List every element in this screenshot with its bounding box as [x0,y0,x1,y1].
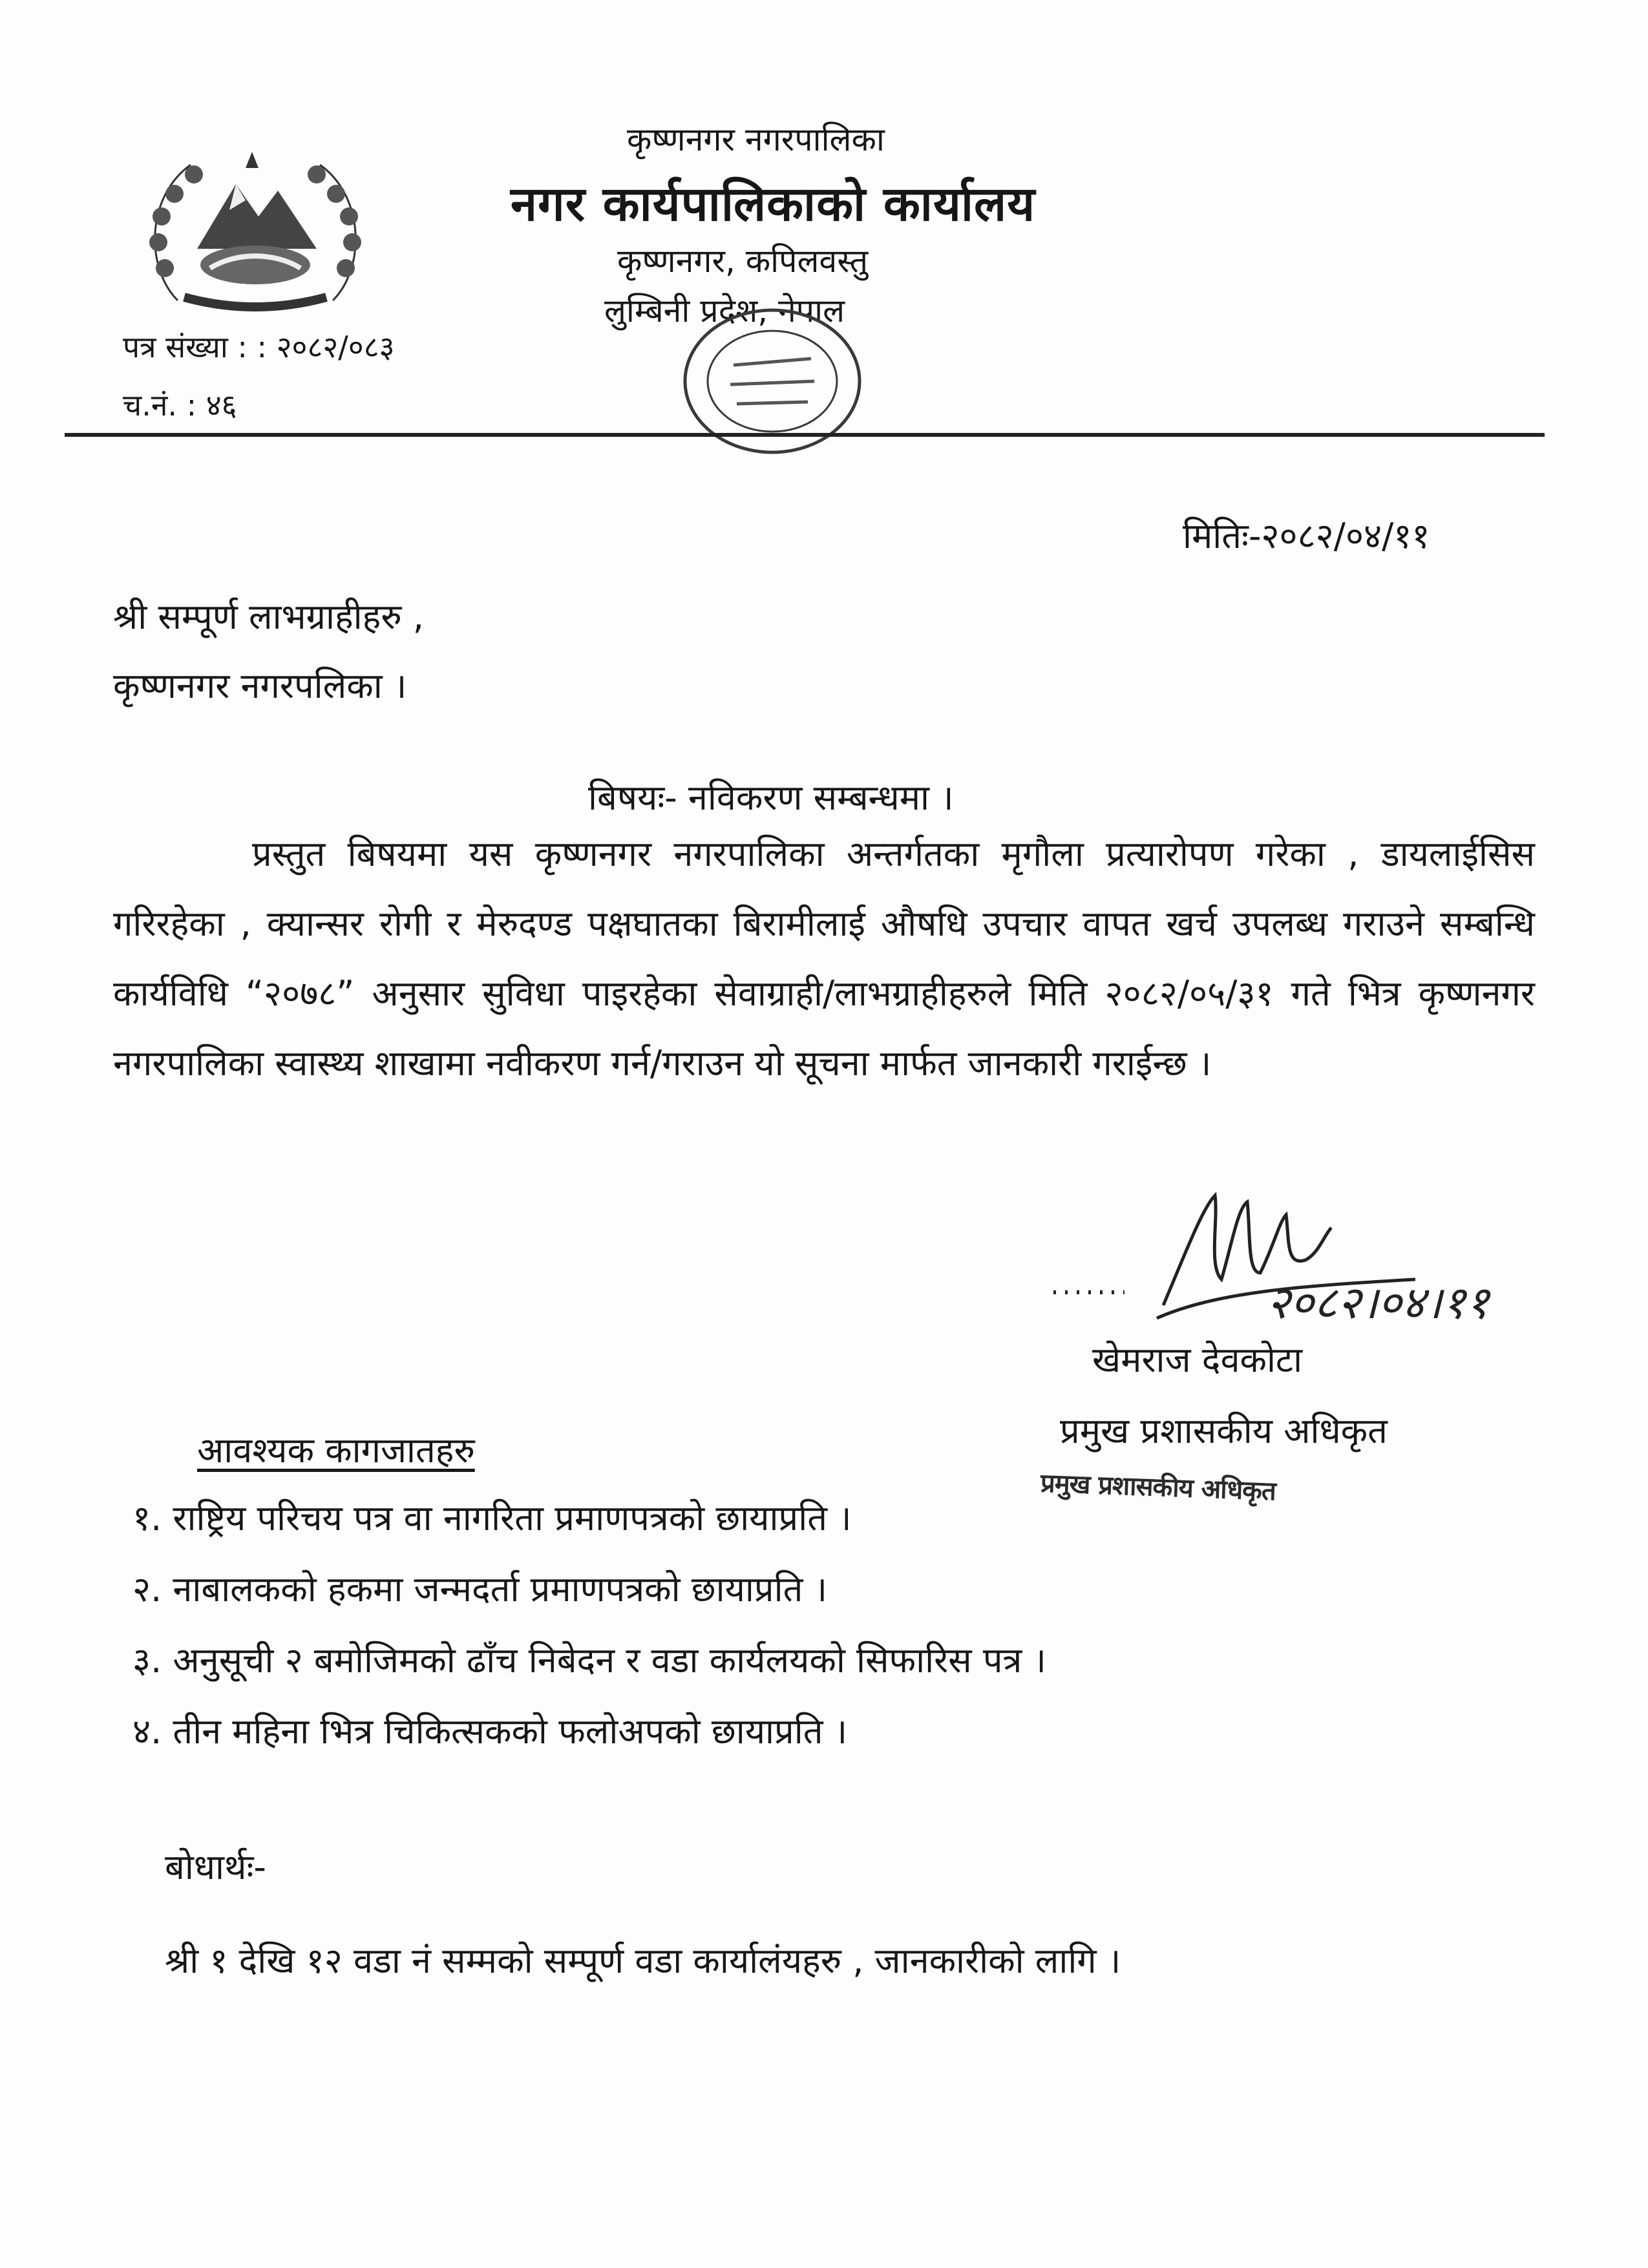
cc-label: बोधार्थः- [165,1847,266,1887]
recipient-line1: श्री सम्पूर्ण लाभग्राहीहरु , [113,596,424,637]
required-document-item: २. नाबालकको हकमा जन्मदर्ता प्रमाणपत्रको छायाप्रति । [132,1569,828,1610]
signature-image [1053,1182,1490,1350]
header-municipality: कृष्णनगर नगरपालिका [627,121,885,158]
letter-date: मितिः-२०८२/०४/११ [1183,516,1430,556]
cc-text: श्री १ देखि १२ वडा नं सम्मको सम्पूर्ण वडा कार्यालंयहरु , जानकारीको लागि । [165,1940,1121,1981]
signature-date: २०८२।०४।११ [1267,1276,1490,1329]
designation-stamp: प्रमुख प्रशासकीय अधिकृत [1040,1468,1276,1507]
letter-number: पत्र संख्या : : २०८२/०८३ [123,330,395,364]
required-document-item: ३. अनुसूची २ बमोजिमको ढाँच निबेदन र वडा कार्यलयको सिफारिस पत्र । [132,1640,1046,1681]
header-office-title: नगर कार्यपालिकाको कार्यालय [511,176,1036,232]
header-address-line2: लुम्बिनी प्रदेश, नेपाल [604,292,845,330]
required-documents-heading: आवश्यक कागजातहरु [197,1430,475,1471]
letter-body: प्रस्तुत बिषयमा यस कृष्णनगर नगरपालिका अन्तर्गतका मृगौला प्रत्यारोपण गरेका , डायलाईसिस गरिरहेका , क्यान्सर रोगी र मेरुदण्ड पक्षघातका बिरामीलाई औषधि उपचार वापत खर्च उपलब्ध गराउने सम्बन्धि कार्यविधि “२०७८” अनुसार सुविधा पाइरहेका सेवाग्राही/लाभग्राहीहरुले मिति २०८२/०५/३१ गते भित्र कृष्णनगर नगरपालिका स्वास्थ्य शाखामा नवीकरण गर्न/गराउन यो सूचना मार्फत जानकारी गराईन्छ । [113,834,1535,1084]
signatory-name: खेमराज देवकोटा [1092,1339,1303,1380]
dispatch-number: च.नं. : ४६ [123,388,237,423]
letter-subject: बिषयः- नविकरण सम्बन्धमा । [588,777,954,818]
signatory-designation: प्रमुख प्रशासकीय अधिकृत [1060,1411,1388,1451]
header-address-line1: कृष्णनगर, कपिलवस्तु [617,242,869,280]
recipient-line2: कृष्णनगर नगरपलिका । [113,666,407,706]
required-document-item: १. राष्ट्रिय परिचय पत्र वा नागरिता प्रमाणपत्रको छायाप्रति । [132,1498,852,1538]
nepal-emblem-logo [139,139,372,320]
required-document-item: ४. तीन महिना भित्र चिकित्सकको फलोअपको छायाप्रति । [132,1711,848,1752]
header-divider [65,433,1545,437]
